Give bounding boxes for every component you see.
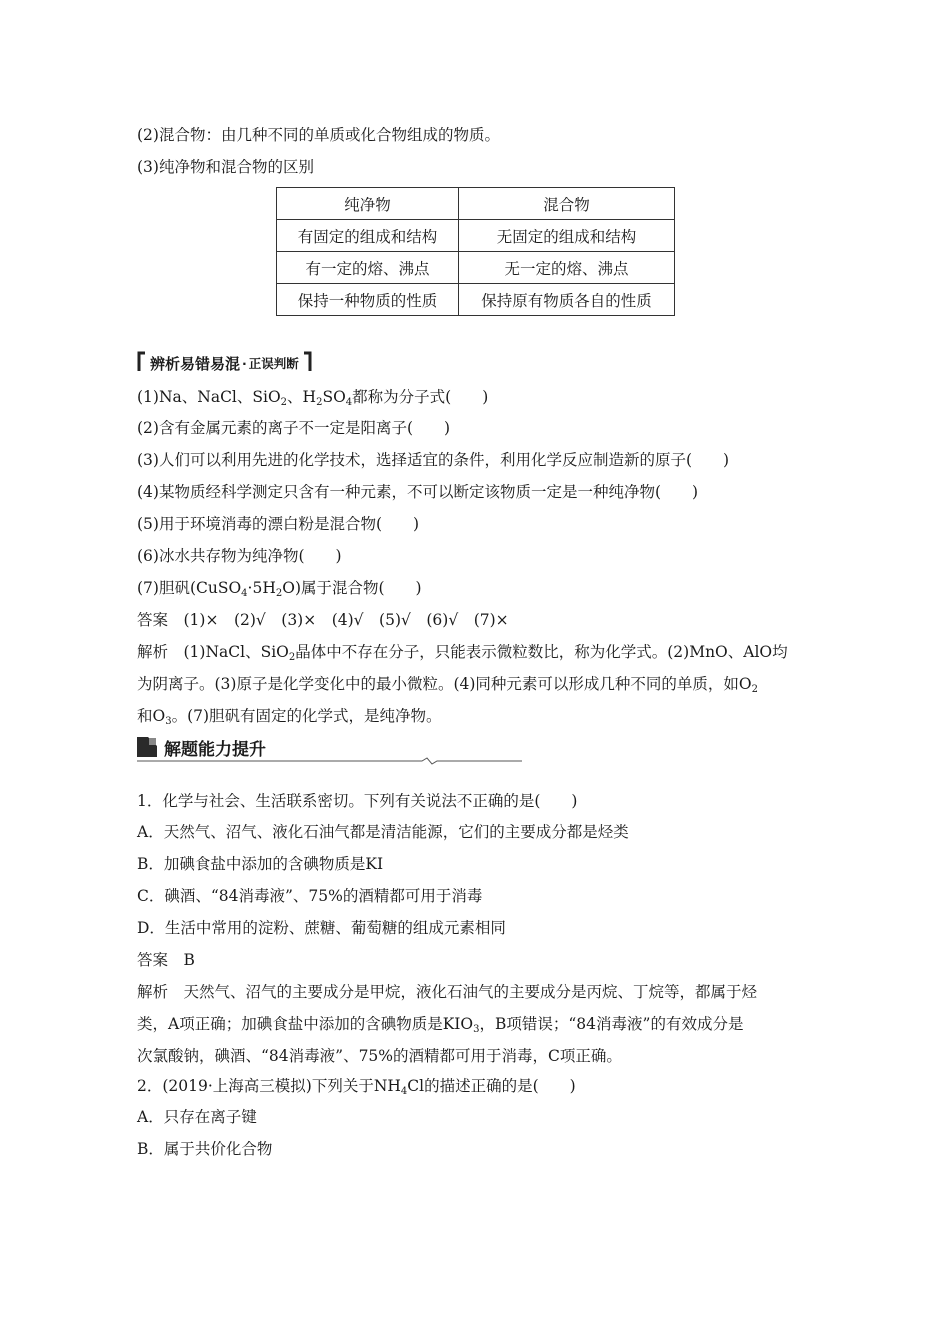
q1-analysis-line-3: 次氯酸钠，碘酒、“84消毒液”、75%的酒精都可用于消毒，C项正确。 [137, 1047, 622, 1065]
judge-item-1: (1)Na、NaCl、SiO$_2$、$H_2SO_4$都称为分子式( ) [137, 388, 489, 408]
table-cell: 无一定的熔、沸点 [459, 252, 675, 284]
judge-answer: 答案 (1)× (2)√ (3)× (4)√ (5)√ (6)√ (7)× [137, 611, 509, 629]
section-heading [137, 734, 522, 764]
table-row [277, 252, 675, 284]
judge-heading-main: 辨析易错易混 [150, 354, 241, 373]
q1-stem: 1．化学与社会、生活联系密切。下列有关说法不正确的是( ) [137, 792, 578, 810]
difference-title: (3)纯净物和混合物的区别 [137, 158, 314, 176]
table-cell: 保持一种物质的性质 [277, 284, 459, 316]
table-cell: 无固定的组成和结构 [459, 220, 675, 252]
q1-option-c: C．碘酒、“84消毒液”、75%的酒精都可用于消毒 [137, 887, 483, 905]
table-header-cell: 纯净物 [277, 188, 459, 220]
section-square-icon [137, 737, 157, 757]
q1-analysis-line-2: 类，A项正确；加碘食盐中添加的含碘物质是$KIO_3$，B项错误；“84消毒液”的有效成分是 [137, 1015, 744, 1035]
judge-item-7: (7)胆矾$(CuSO_4\cdot 5H_2O)$属于混合物( ) [137, 579, 422, 599]
section-title: 解题能力提升 [164, 740, 266, 760]
table-cell: 有固定的组成和结构 [277, 220, 459, 252]
judge-heading-dot: · [242, 355, 247, 371]
judge-analysis-line-1: 解析 (1)NaCl、SiO$_2$晶体中不存在分子，只能表示微粒数比，称为化学式。(2)MnO、AlO均 [137, 643, 788, 663]
q1-option-a: A．天然气、沼气、液化石油气都是清洁能源，它们的主要成分都是烃类 [137, 823, 629, 841]
table-row [277, 220, 675, 252]
section-rule-divider [137, 757, 522, 765]
q1-option-b: B．加碘食盐中添加的含碘物质是KI [137, 855, 384, 873]
left-bracket-icon [137, 351, 147, 376]
judge-heading-sub: 正误判断 [248, 356, 299, 371]
q1-analysis-line-1: 解析 天然气、沼气的主要成分是甲烷，液化石油气的主要成分是丙烷、丁烷等，都属于烃 [137, 983, 758, 1001]
judge-item-6: (6)冰水共存物为纯净物( ) [137, 547, 342, 565]
table-header-row [277, 188, 675, 220]
table-cell: 有一定的熔、沸点 [277, 252, 459, 284]
q2-option-b: B．属于共价化合物 [137, 1140, 273, 1158]
table-row [277, 284, 675, 316]
q1-option-d: D．生活中常用的淀粉、蔗糖、葡萄糖的组成元素相同 [137, 919, 506, 937]
judge-item-5: (5)用于环境消毒的漂白粉是混合物( ) [137, 515, 420, 533]
mixture-definition: (2)混合物：由几种不同的单质或化合物组成的物质。 [137, 126, 500, 144]
q1-answer: 答案 B [137, 951, 195, 969]
judge-heading [137, 352, 312, 374]
right-bracket-icon [302, 351, 312, 376]
judge-analysis-line-2: 为阴离子。(3)原子是化学变化中的最小微粒。(4)同种元素可以形成几种不同的单质，如$O_2$ [137, 675, 758, 695]
judge-item-4: (4)某物质经科学测定只含有一种元素，不可以断定该物质一定是一种纯净物( ) [137, 483, 699, 501]
table-cell: 保持原有物质各自的性质 [459, 284, 675, 316]
table-header-cell: 混合物 [459, 188, 675, 220]
q2-option-a: A．只存在离子键 [137, 1108, 257, 1126]
comparison-table [276, 187, 675, 316]
q2-stem: 2．(2019·上海高三模拟)下列关于$NH_4Cl$的描述正确的是( ) [137, 1077, 576, 1097]
judge-item-3: (3)人们可以利用先进的化学技术，选择适宜的条件，利用化学反应制造新的原子( ) [137, 451, 730, 469]
judge-item-2: (2)含有金属元素的离子不一定是阳离子( ) [137, 419, 451, 437]
judge-analysis-line-3: 和$O_3$。(7)胆矾有固定的化学式，是纯净物。 [137, 707, 442, 727]
